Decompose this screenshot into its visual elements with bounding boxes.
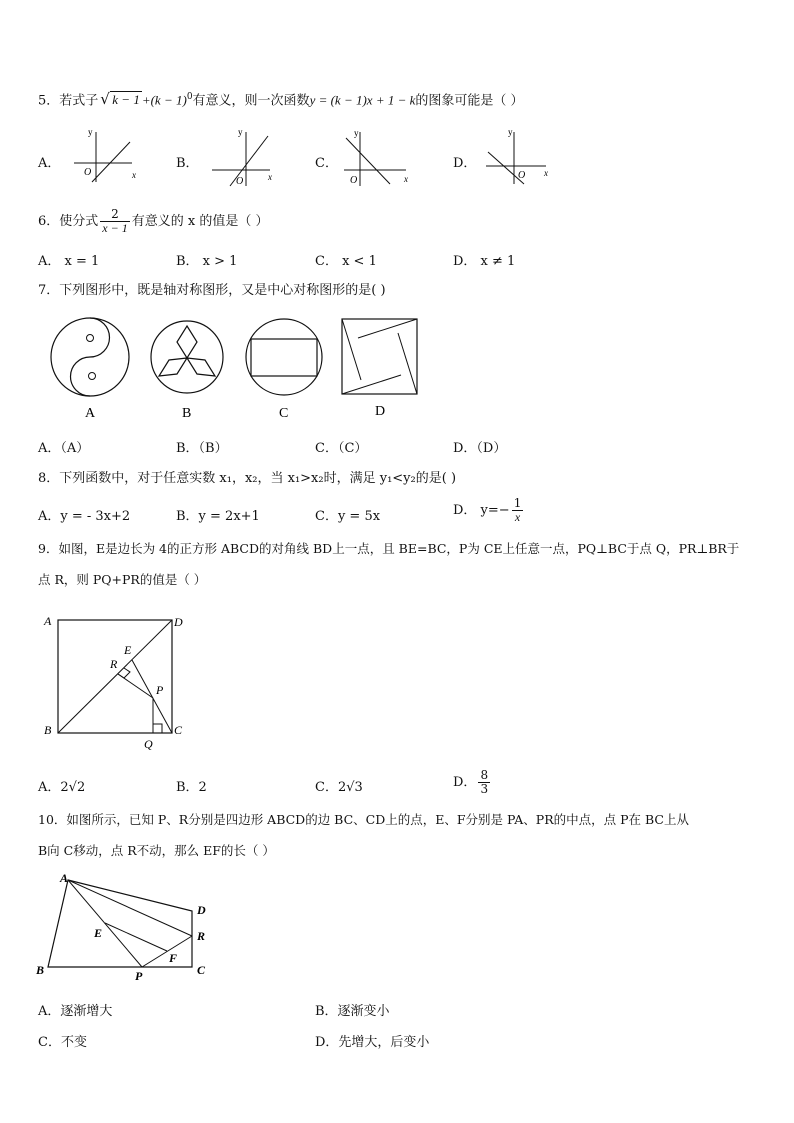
- y-label: y: [88, 127, 93, 137]
- q9-option-b[interactable]: B．2: [176, 780, 207, 795]
- figure-a-yin-yang: [51, 318, 129, 396]
- q10-option-b[interactable]: B．逐渐变小: [315, 1004, 390, 1019]
- point-p-label: P: [156, 683, 164, 697]
- q5-graph-a: [70, 126, 150, 186]
- origin-label: O: [518, 170, 526, 181]
- figure-c-rectangle: [246, 319, 322, 395]
- vertex-d-label: D: [174, 615, 183, 629]
- vertex-c-label: C: [174, 723, 183, 737]
- q8-option-d[interactable]: D． y=− $\frac{1}{x}$: [453, 496, 522, 524]
- point-r-label: R: [197, 929, 206, 943]
- y-label: y: [354, 128, 359, 138]
- point-q-label: Q: [144, 737, 153, 751]
- q10-option-c[interactable]: C．不变: [38, 1035, 87, 1050]
- point-r-label: R: [110, 657, 118, 671]
- origin-label: O: [350, 175, 358, 186]
- q6-option-d[interactable]: D． x ≠ 1: [453, 254, 516, 269]
- vertex-b-label: B: [36, 963, 45, 977]
- q9-option-d-fraction: $\frac{8}{3}$: [480, 768, 489, 796]
- q6-stem: 6．使分式 $\frac{2}{x - 1}$ 有意义的 x 的值是（ ）: [38, 207, 269, 235]
- point-p-label: P: [135, 969, 143, 983]
- q5-option-b[interactable]: B．: [176, 156, 199, 171]
- q8-stem: 8．下列函数中，对于任意实数 x₁，x₂，当 x₁>x₂时，满足 y₁<y₂的是( ): [38, 471, 457, 486]
- q6-option-c[interactable]: C． x < 1: [315, 254, 377, 269]
- x-label: x: [132, 170, 136, 180]
- x-label: x: [544, 168, 548, 178]
- q7-stem: 7．下列图形中，既是轴对称图形，又是中心对称图形的是( ): [38, 283, 386, 298]
- figure-label-c: C: [279, 406, 289, 421]
- y-label: y: [508, 127, 513, 137]
- q9-option-d[interactable]: D． $\frac{8}{3}$: [453, 768, 489, 796]
- q5-graph-b: [208, 126, 288, 188]
- point-f-label: F: [169, 951, 178, 965]
- q7-option-c[interactable]: C．（C）: [315, 441, 368, 456]
- x-label: x: [404, 174, 408, 184]
- figure-b-rhombi: [151, 321, 223, 393]
- q10-stem-line2: B向 C移动，点 R不动，那么 EF的长（ ）: [38, 843, 275, 858]
- origin-label: O: [236, 176, 244, 187]
- q5-stem: 5．若式子 √ $k - 1 +(k - 1)^0$有意义，则一次函数y = (k − 1)x + 1 − k的图象可能是（ ）: [38, 90, 524, 109]
- figure-label-a: A: [85, 406, 96, 421]
- q10-option-a[interactable]: A．逐渐增大: [38, 1004, 113, 1019]
- q6-option-b[interactable]: B． x > 1: [176, 254, 238, 269]
- q7-option-a[interactable]: A．（A）: [38, 441, 90, 456]
- vertex-d-label: D: [197, 903, 206, 917]
- q10-option-d[interactable]: D．先增大，后变小: [315, 1035, 430, 1050]
- vertex-a-label: A: [44, 614, 52, 628]
- q10-stem-line1: 10．如图所示，已知 P、R分别是四边形 ABCD的边 BC、CD上的点，E、F分别是 PA、PR的中点，点 P在 BC上从: [38, 812, 689, 827]
- q8-option-b[interactable]: B．y = 2x+1: [176, 509, 260, 524]
- x-label: x: [268, 172, 272, 182]
- q6-option-a[interactable]: A． x = 1: [38, 254, 100, 269]
- q6-fraction: $\frac{2}{x - 1}$: [102, 207, 128, 235]
- q5-graph-d: [482, 126, 562, 188]
- q9-figure: [38, 612, 198, 752]
- q7-figures: [48, 314, 428, 424]
- q8-option-d-fraction: $\frac{1}{x}$: [513, 496, 522, 524]
- figure-label-b: B: [182, 406, 192, 421]
- y-label: y: [238, 127, 243, 137]
- q8-option-a[interactable]: A．y = - 3x+2: [38, 509, 131, 524]
- q8-option-c[interactable]: C．y = 5x: [315, 509, 381, 524]
- figure-label-d: D: [375, 404, 386, 419]
- vertex-c-label: C: [197, 963, 206, 977]
- q7-option-b[interactable]: B．（B）: [176, 441, 228, 456]
- point-e-label: E: [94, 926, 103, 940]
- q5-option-c[interactable]: C．: [315, 156, 338, 171]
- q7-option-d[interactable]: D．（D）: [453, 441, 507, 456]
- function-line: [92, 142, 130, 182]
- vertex-a-label: A: [60, 871, 69, 885]
- q5-option-a[interactable]: A．: [38, 156, 61, 171]
- q10-figure: [34, 870, 224, 985]
- q9-stem-line1: 9．如图，E是边长为 4的正方形 ABCD的对角线 BD上一点，且 BE=BC，P为 CE上任意一点，PQ⊥BC于点 Q，PR⊥BR于: [38, 541, 740, 556]
- point-e-label: E: [124, 643, 132, 657]
- q9-option-a[interactable]: A．2√2: [38, 780, 86, 795]
- vertex-b-label: B: [44, 723, 52, 737]
- sqrt-expression: √ k − 1: [100, 90, 140, 109]
- origin-label: O: [84, 167, 92, 178]
- q5-option-d[interactable]: D．: [453, 156, 477, 171]
- q9-stem-line2: 点 R，则 PQ+PR的值是（ ）: [38, 572, 207, 587]
- figure-d-squares: [342, 319, 417, 394]
- q5-graph-c: [340, 126, 420, 188]
- q9-option-c[interactable]: C．2√3: [315, 780, 363, 795]
